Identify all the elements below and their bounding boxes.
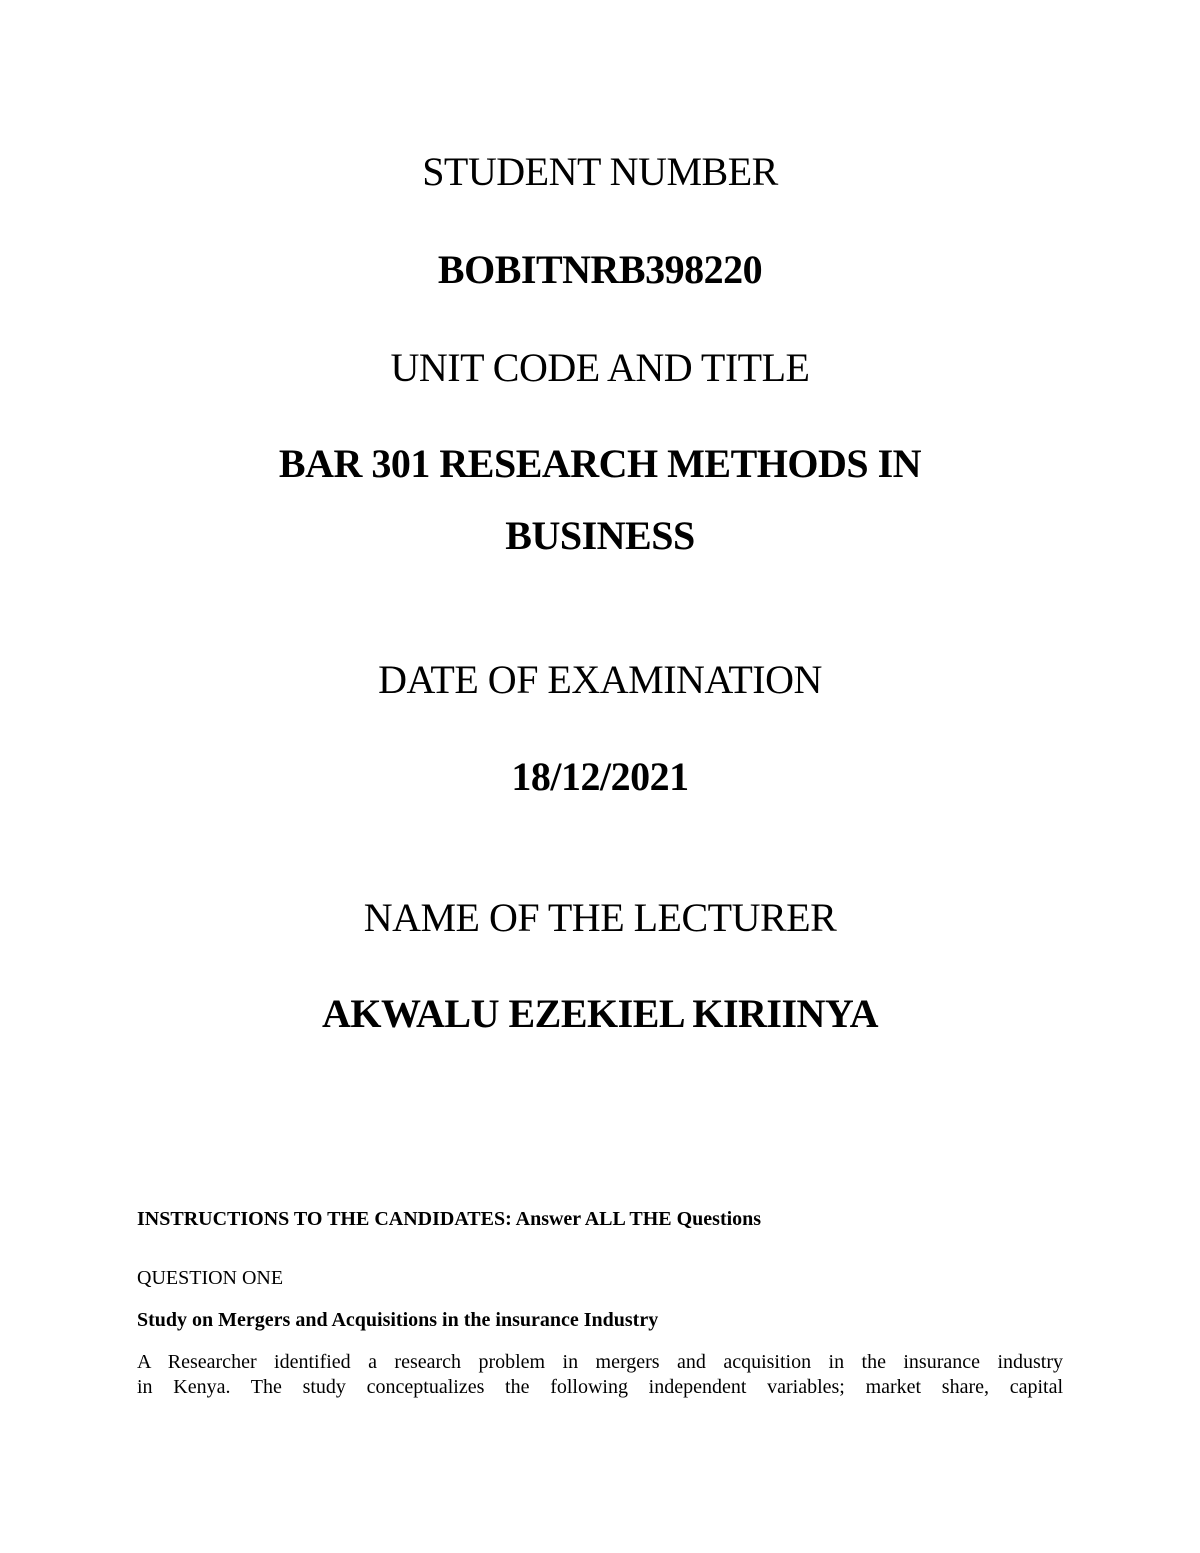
student-number-value: BOBITNRB398220 bbox=[437, 247, 763, 292]
student-number-label: STUDENT NUMBER bbox=[422, 149, 778, 194]
unit-title-line-1: BAR 301 RESEARCH METHODS IN bbox=[278, 441, 922, 486]
unit-title-line-2: BUSINESS bbox=[505, 513, 695, 558]
lecturer-name: AKWALU EZEKIEL KIRIINYA bbox=[321, 991, 879, 1036]
paragraph-line-2: in Kenya. The study conceptualizes the following independent variables; market share, capital bbox=[137, 1376, 1063, 1398]
paragraph-line-1: A Researcher identified a research problem in mergers and acquisition in the insurance industry bbox=[137, 1351, 1063, 1373]
exam-date-value: 18/12/2021 bbox=[511, 754, 689, 799]
study-title: Study on Mergers and Acquisitions in the insurance Industry bbox=[137, 1309, 659, 1331]
unit-code-label: UNIT CODE AND TITLE bbox=[390, 345, 810, 390]
question-paragraph bbox=[137, 1350, 1063, 1400]
candidate-instructions: INSTRUCTIONS TO THE CANDIDATES: Answer ALL THE Questions bbox=[137, 1208, 762, 1230]
lecturer-label: NAME OF THE LECTURER bbox=[363, 895, 837, 940]
exam-date-label: DATE OF EXAMINATION bbox=[378, 657, 822, 702]
question-heading: QUESTION ONE bbox=[137, 1267, 284, 1289]
